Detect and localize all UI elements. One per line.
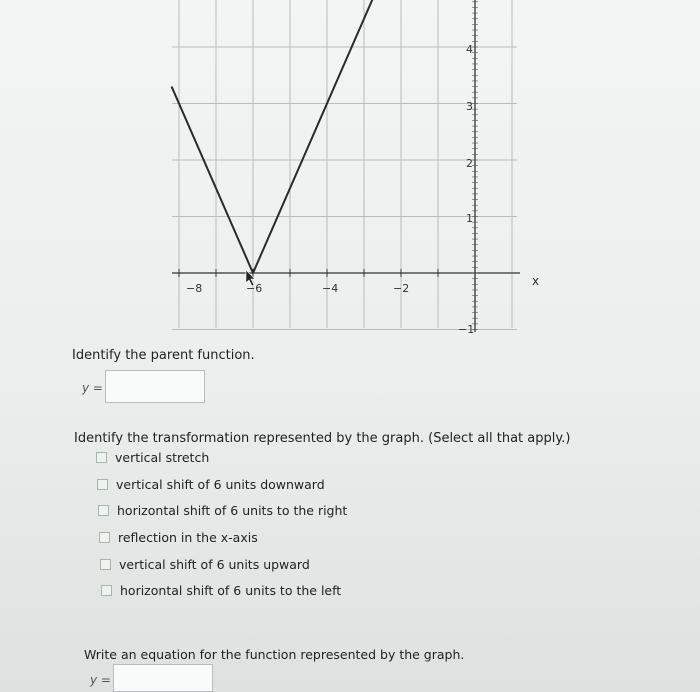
option-vertical-shift-down[interactable] [97, 477, 325, 492]
checkbox-icon[interactable] [98, 505, 109, 516]
x-tick-label: −6 [246, 282, 263, 295]
option-vertical-stretch[interactable] [96, 450, 209, 465]
option-label: horizontal shift of 6 units to the left [120, 583, 342, 598]
function-curve [172, 0, 438, 273]
tick-labels [186, 43, 539, 336]
option-reflection-x-axis[interactable] [99, 530, 258, 545]
equation-y-label: y = [90, 673, 111, 687]
graph-canvas [0, 0, 700, 345]
checkbox-icon[interactable] [100, 559, 111, 570]
option-horizontal-shift-right[interactable] [98, 503, 347, 518]
y-tick-label: 3 [466, 100, 473, 113]
parent-function-prompt: Identify the parent function. [72, 348, 255, 363]
checkbox-icon[interactable] [101, 585, 112, 596]
checkbox-icon[interactable] [96, 452, 107, 463]
checkbox-icon[interactable] [99, 532, 110, 543]
equation-input[interactable] [113, 664, 213, 692]
x-tick-label: −8 [186, 282, 203, 295]
option-horizontal-shift-left[interactable] [101, 583, 341, 598]
option-label: vertical shift of 6 units upward [119, 557, 310, 572]
checkbox-icon[interactable] [97, 479, 108, 490]
option-label: vertical shift of 6 units downward [116, 477, 325, 492]
option-label: vertical stretch [115, 450, 210, 465]
transformation-prompt: Identify the transformation represented by the graph. (Select all that apply.) [74, 431, 571, 446]
y-tick-label: −1 [458, 323, 475, 336]
x-axis-label: x [532, 274, 540, 288]
y-tick-label: 1 [466, 212, 473, 225]
x-tick-label: −2 [393, 282, 410, 295]
y-tick-label: 4 [466, 43, 473, 56]
option-label: horizontal shift of 6 units to the right [117, 503, 348, 518]
equation-prompt: Write an equation for the function represented by the graph. [84, 647, 465, 662]
x-tick-label: −4 [322, 282, 339, 295]
function-graph [0, 0, 700, 345]
parent-function-y-label: y = [82, 381, 103, 395]
y-tick-label: 2 [466, 157, 473, 170]
option-vertical-shift-up[interactable] [100, 557, 310, 572]
option-label: reflection in the x-axis [118, 530, 258, 545]
parent-function-input[interactable] [105, 370, 205, 403]
